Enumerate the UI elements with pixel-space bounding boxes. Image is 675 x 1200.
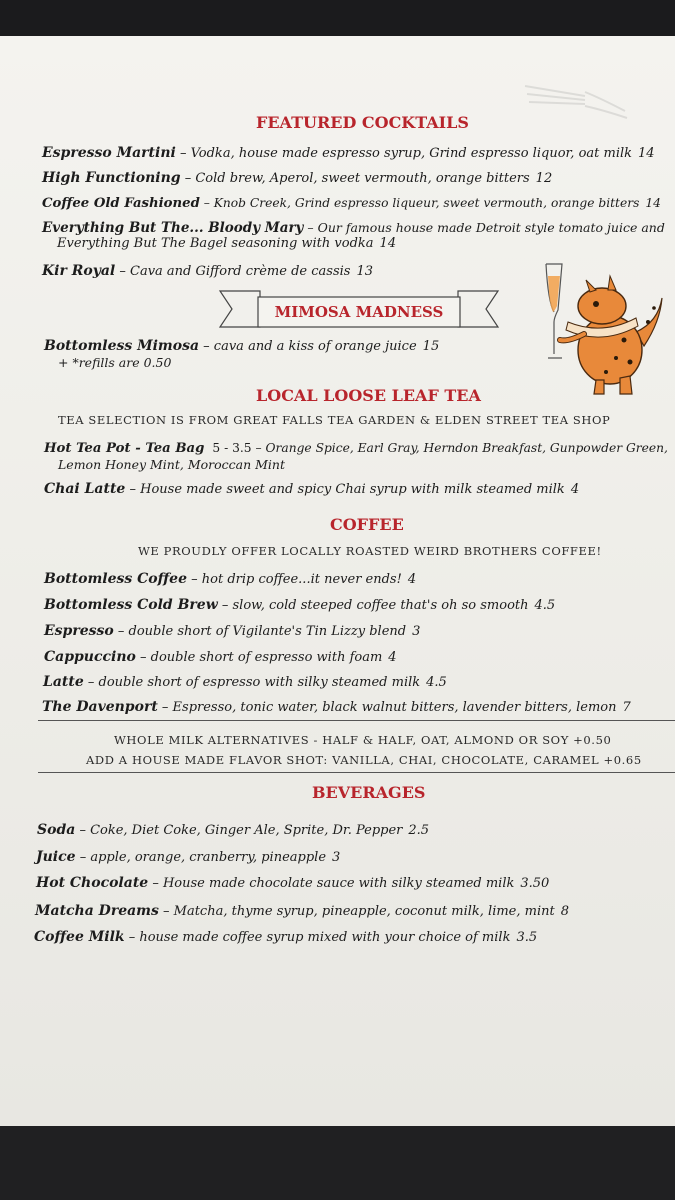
menu-item-espresso (44, 622, 420, 641)
menu-item-bottomless-coffee (44, 570, 416, 589)
item-desc: – double short of Vigilante's Tin Lizzy blend (113, 624, 407, 639)
item-name: Soda (37, 822, 76, 838)
menu-item-latte (43, 673, 447, 692)
menu-item-kir-royal (42, 262, 373, 281)
item-desc-continued: Everything But The Bagel seasoning with vodka 14 (57, 236, 397, 251)
item-price: 13 (356, 264, 373, 279)
item-name: Bottomless Cold Brew (44, 597, 218, 613)
item-price: 14 (638, 146, 655, 161)
menu-item-bloody-mary (42, 219, 665, 237)
fork-icon (515, 66, 635, 136)
item-price: 7 (622, 700, 631, 715)
item-desc: – slow, cold steeped coffee that's oh so smooth (217, 598, 529, 613)
coffee-heading: COFFEE (330, 515, 404, 534)
item-name: Hot Tea Pot - Tea Bag (44, 441, 205, 456)
item-name: Coffee Old Fashioned (42, 196, 200, 211)
dinosaur-mascot-icon (540, 262, 666, 402)
item-price: 4.5 (426, 675, 447, 690)
item-price: 4 (388, 650, 397, 665)
item-price: 3 (412, 624, 421, 639)
tea-heading: LOCAL LOOSE LEAF TEA (256, 386, 481, 405)
item-name: Espresso Martini (42, 145, 176, 161)
flavor-shot-note: ADD A HOUSE MADE FLAVOR SHOT: VANILLA, CHAI, CHOCOLATE, CARAMEL +0.65 (86, 753, 642, 767)
table-surface (0, 1126, 675, 1200)
item-price: 8 (560, 904, 569, 919)
item-price: 4.5 (534, 598, 556, 613)
item-name: Chai Latte (44, 481, 126, 497)
item-price: 12 (535, 171, 553, 186)
divider (38, 720, 675, 721)
menu-page (0, 36, 675, 1126)
item-price: 3.50 (520, 876, 550, 891)
item-name: High Functioning (42, 170, 181, 186)
item-desc: – House made sweet and spicy Chai syrup with milk steamed milk (125, 482, 565, 497)
beverages-heading: BEVERAGES (312, 783, 426, 802)
item-desc: – Matcha, thyme syrup, pineapple, coconut milk, lime, mint (158, 904, 555, 919)
item-desc: – apple, orange, cranberry, pineapple (75, 850, 327, 865)
menu-item-davenport (42, 698, 631, 717)
item-name: Latte (43, 674, 84, 690)
menu-item-bottomless-cold-brew (44, 596, 555, 615)
mimosa-madness-heading: MIMOSA MADNESS (274, 303, 444, 321)
item-price: 14 (379, 236, 397, 251)
item-desc: – Cold brew, Aperol, sweet vermouth, orange bitters (180, 171, 530, 186)
menu-item-matcha-dreams (35, 902, 569, 921)
menu-item-cappuccino (44, 648, 397, 667)
item-desc: – Knob Creek, Grind espresso liqueur, sweet vermouth, orange bitters (199, 196, 640, 210)
item-price: 3 (332, 850, 341, 865)
item-desc: – Vodka, house made espresso syrup, Grind espresso liquor, oat milk (175, 146, 633, 161)
item-name: Coffee Milk (34, 929, 125, 945)
item-desc: – double short of espresso with foam (135, 650, 383, 665)
item-price: 5 - 3.5 (212, 441, 252, 455)
menu-item-bottomless-mimosa (44, 337, 439, 356)
item-price: 15 (422, 339, 440, 354)
menu-item-espresso-martini (42, 144, 655, 163)
item-desc: – Cava and Gifford crème de cassis (115, 264, 351, 279)
menu-item-chai-latte (44, 480, 579, 499)
item-name: Juice (36, 849, 76, 865)
item-name: Matcha Dreams (35, 903, 159, 919)
item-price: 4 (570, 482, 580, 497)
item-price: 2.5 (408, 823, 430, 838)
item-desc: – hot drip coffee...it never ends! (187, 572, 402, 587)
menu-item-hot-chocolate (36, 874, 549, 893)
item-desc: – Espresso, tonic water, black walnut bitters, lavender bitters, lemon (157, 700, 617, 715)
coffee-subtitle: WE PROUDLY OFFER LOCALLY ROASTED WEIRD BROTHERS COFFEE! (138, 544, 602, 558)
item-desc: – house made coffee syrup mixed with your choice of milk (124, 930, 511, 945)
featured-cocktails-heading: FEATURED COCKTAILS (256, 113, 469, 132)
item-name: Bottomless Mimosa (44, 338, 200, 354)
item-price: 4 (407, 572, 417, 587)
item-desc: – Orange Spice, Earl Gray, Herndon Breakfast, Gunpowder Green, (251, 441, 668, 455)
item-name: Espresso (44, 623, 114, 639)
item-desc: – double short of espresso with silky steamed milk (83, 675, 421, 690)
item-name: The Davenport (42, 699, 158, 715)
menu-item-hot-tea-pot (44, 439, 668, 458)
item-name: Everything But The... Bloody Mary (42, 220, 304, 236)
tea-subtitle: TEA SELECTION IS FROM GREAT FALLS TEA GARDEN & ELDEN STREET TEA SHOP (58, 413, 611, 427)
item-price: 3.5 (516, 930, 538, 945)
item-name: Cappuccino (44, 649, 136, 665)
mimosa-banner (218, 287, 500, 331)
milk-alternatives-note: WHOLE MILK ALTERNATIVES - HALF & HALF, OAT, ALMOND OR SOY +0.50 (114, 733, 612, 747)
item-name: Kir Royal (42, 263, 116, 279)
divider (38, 772, 675, 773)
item-desc: – Our famous house made Detroit style tomato juice and (303, 220, 665, 235)
item-desc: – cava and a kiss of orange juice (199, 339, 417, 354)
menu-item-soda (37, 821, 429, 840)
menu-item-juice (36, 848, 340, 867)
item-price: 14 (645, 196, 661, 210)
item-desc-continued: Lemon Honey Mint, Moroccan Mint (58, 457, 286, 472)
menu-item-high-functioning (42, 169, 552, 188)
menu-item-coffee-milk (34, 928, 537, 947)
menu-item-coffee-old-fashioned (42, 194, 661, 213)
item-name: Bottomless Coffee (44, 571, 187, 587)
item-desc: – House made chocolate sauce with silky steamed milk (148, 876, 515, 891)
refills-note: + *refills are 0.50 (58, 355, 172, 370)
item-desc: – Coke, Diet Coke, Ginger Ale, Sprite, Dr. Pepper (75, 823, 403, 838)
item-name: Hot Chocolate (36, 875, 149, 891)
